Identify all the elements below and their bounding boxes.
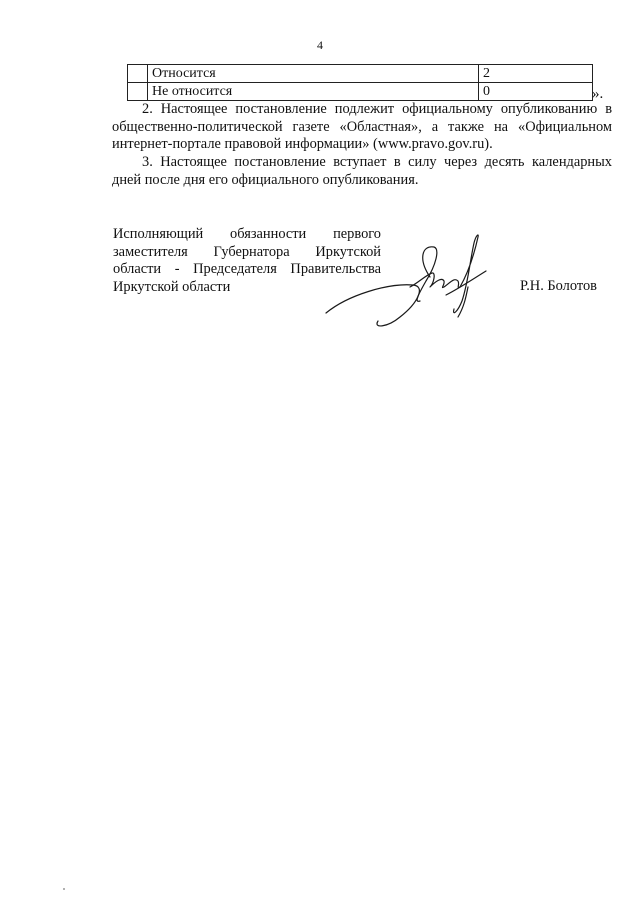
signatory-position: Исполняющий обязанности первого заместителя Губернатора Иркутской области - Председателя Правительства Иркутской области [113,226,381,295]
table-cell-value: 0 [479,83,593,101]
signatory-name: Р.Н. Болотов [520,278,597,294]
signature-icon [318,225,508,340]
paragraph-effective-date: 3. Настоящее постановление вступает в силу через десять календарных дней после дня его официального опубликования. [112,154,612,188]
page-number: 4 [317,38,323,52]
table-row [128,65,593,83]
table-cell-label: Относится [148,65,479,83]
table-cell-blank [128,83,148,101]
classification-table [127,64,593,101]
table-cell-blank [128,65,148,83]
closing-quote: ». [592,86,604,102]
table-row [128,83,593,101]
scan-speck [63,888,65,890]
table-cell-label: Не относится [148,83,479,101]
table-cell-value: 2 [479,65,593,83]
paragraph-publication: 2. Настоящее постановление подлежит официальному опубликованию в общественно-политической газете «Областная», а также на «Официальном интернет-портале правовой информации» (www.pravo.gov.ru). [112,101,612,152]
